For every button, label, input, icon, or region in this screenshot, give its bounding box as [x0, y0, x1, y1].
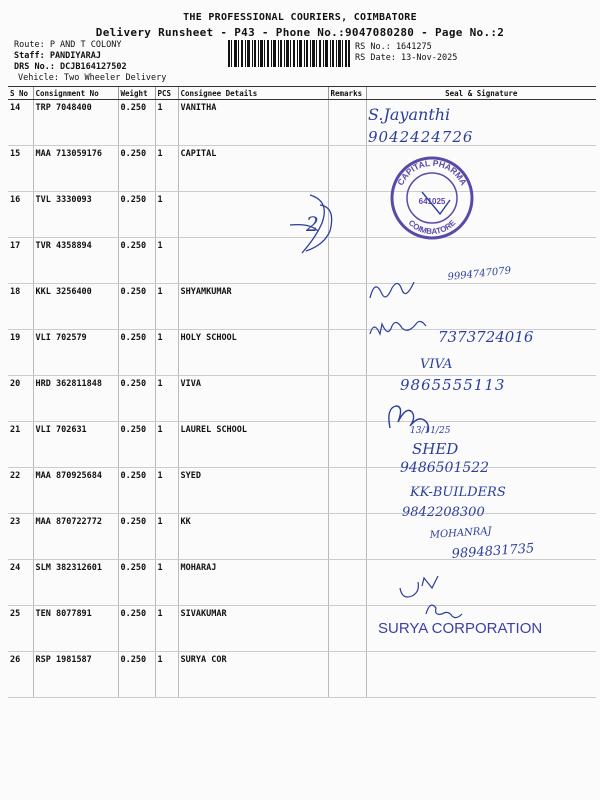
cell-pcs: 1: [155, 468, 178, 514]
signature-23-name: KK-BUILDERS: [410, 485, 506, 500]
signature-14-phone: 9042424726: [368, 128, 474, 146]
cell-weight: 0.250: [118, 192, 155, 238]
signature-23-phone: 9842208300: [402, 505, 485, 520]
barcode: [228, 40, 350, 67]
signature-19-scribble: [370, 321, 426, 334]
table-row: [8, 652, 596, 698]
cell-consignment: MAA 870925684: [33, 468, 118, 514]
drs-label: DRS No.: DCJB164127502: [14, 62, 127, 72]
cell-consignee: HOLY SCHOOL: [178, 330, 328, 376]
cell-consignee: VANITHA: [178, 100, 328, 146]
cell-consignee: MOHARAJ: [178, 560, 328, 606]
col-consignment: Consignment No: [33, 87, 118, 100]
cell-consignment: TRP 7048400: [33, 100, 118, 146]
rs-no-label: RS No.: 1641275: [355, 42, 432, 52]
signature-26-scribble: [426, 605, 462, 618]
cell-pcs: 1: [155, 376, 178, 422]
cell-consignment: VLI 702631: [33, 422, 118, 468]
cell-pcs: 1: [155, 100, 178, 146]
col-pcs: PCS: [155, 87, 178, 100]
cell-pcs: 1: [155, 192, 178, 238]
cell-consignee: SIVAKUMAR: [178, 606, 328, 652]
cell-sno: 14: [8, 100, 33, 146]
company-title: THE PROFESSIONAL COURIERS, COIMBATORE: [183, 12, 417, 23]
cell-consignment: TEN 8077891: [33, 606, 118, 652]
cell-consignee: SURYA COR: [178, 652, 328, 698]
signature-20-name: VIVA: [420, 357, 453, 372]
cell-sno: 24: [8, 560, 33, 606]
signature-26-stamp: SURYA CORPORATION: [378, 620, 543, 637]
cell-weight: 0.250: [118, 514, 155, 560]
stamp-top-text: CAPITAL PHARMA: [395, 157, 469, 187]
signature-25-scribble: [400, 576, 438, 597]
cell-consignment: KKL 3256400: [33, 284, 118, 330]
cell-sno: 19: [8, 330, 33, 376]
cell-sno: 15: [8, 146, 33, 192]
signature-18-phone: 9994747079: [447, 265, 512, 283]
stamp-mid-text: 641025: [418, 197, 446, 206]
cell-consignment: RSP 1981587: [33, 652, 118, 698]
cell-sno: 21: [8, 422, 33, 468]
cell-weight: 0.250: [118, 100, 155, 146]
capital-pharma-stamp: [392, 158, 472, 238]
cell-weight: 0.250: [118, 376, 155, 422]
signature-19-phone: 7373724016: [438, 328, 534, 346]
cell-consignee: KK: [178, 514, 328, 560]
signature-area: [360, 98, 600, 658]
cell-pcs: 1: [155, 514, 178, 560]
cell-consignment: SLM 382312601: [33, 560, 118, 606]
cell-sno: 26: [8, 652, 33, 698]
cell-weight: 0.250: [118, 652, 155, 698]
cell-consignment: VLI 702579: [33, 330, 118, 376]
signature-22-name: SHED: [412, 440, 459, 458]
route-label: Route: P AND T COLONY: [14, 40, 122, 50]
cell-sno: 22: [8, 468, 33, 514]
cell-consignee: SHYAMKUMAR: [178, 284, 328, 330]
staff-label: Staff: PANDIYARAJ: [14, 51, 101, 61]
cell-sno: 23: [8, 514, 33, 560]
signature-20-phone: 9865555113: [400, 376, 506, 394]
col-remarks: Remarks: [328, 87, 366, 100]
signature-14-name: S.Jayanthi: [368, 105, 451, 124]
cell-consignment: MAA 713059176: [33, 146, 118, 192]
cell-remarks: [328, 652, 366, 698]
signature-18-scribble: [370, 282, 414, 298]
cell-weight: 0.250: [118, 330, 155, 376]
cell-consignee: LAUREL SCHOOL: [178, 422, 328, 468]
cell-consignment: MAA 870722772: [33, 514, 118, 560]
runsheet-title: Delivery Runsheet - P43 - Phone No.:9047080280 - Page No.:2: [95, 26, 505, 39]
signature-24-name: MOHANRAJ: [429, 525, 492, 541]
cell-weight: 0.250: [118, 146, 155, 192]
cell-pcs: 1: [155, 146, 178, 192]
col-weight: Weight: [118, 87, 155, 100]
cell-sno: 18: [8, 284, 33, 330]
cell-sno: 25: [8, 606, 33, 652]
col-signature: Seal & Signature: [366, 87, 596, 100]
cell-consignee: SYED: [178, 468, 328, 514]
cell-consignee: VIVA: [178, 376, 328, 422]
cell-signature: [366, 652, 596, 698]
cell-sno: 16: [8, 192, 33, 238]
cell-pcs: 1: [155, 284, 178, 330]
cell-pcs: 1: [155, 560, 178, 606]
cell-sno: 20: [8, 376, 33, 422]
cell-weight: 0.250: [118, 560, 155, 606]
cell-consignment: HRD 362811848: [33, 376, 118, 422]
scrawl-digit: 2: [306, 212, 319, 236]
signature-21-date: 13/11/25: [410, 426, 451, 436]
cell-pcs: 1: [155, 422, 178, 468]
cell-weight: 0.250: [118, 284, 155, 330]
signature-24-phone: 9894831735: [451, 541, 535, 562]
cell-weight: 0.250: [118, 422, 155, 468]
cell-pcs: 1: [155, 238, 178, 284]
cell-consignment: TVR 4358894: [33, 238, 118, 284]
cell-pcs: 1: [155, 652, 178, 698]
col-consignee: Consignee Details: [178, 87, 328, 100]
signature-22-phone: 9486501522: [400, 460, 490, 476]
cell-weight: 0.250: [118, 238, 155, 284]
col-sno: S No: [8, 87, 33, 100]
rs-date-label: RS Date: 13-Nov-2025: [355, 53, 458, 63]
cell-weight: 0.250: [118, 468, 155, 514]
cell-consignee: CAPITAL: [178, 146, 328, 192]
cell-consignment: TVL 3330093: [33, 192, 118, 238]
vehicle-label: Vehicle: Two Wheeler Delivery: [18, 73, 167, 83]
cell-pcs: 1: [155, 330, 178, 376]
cell-sno: 17: [8, 238, 33, 284]
scrawl-16-17: [280, 185, 360, 265]
stamp-bottom-text: COIMBATORE: [406, 218, 458, 237]
cell-pcs: 1: [155, 606, 178, 652]
cell-weight: 0.250: [118, 606, 155, 652]
